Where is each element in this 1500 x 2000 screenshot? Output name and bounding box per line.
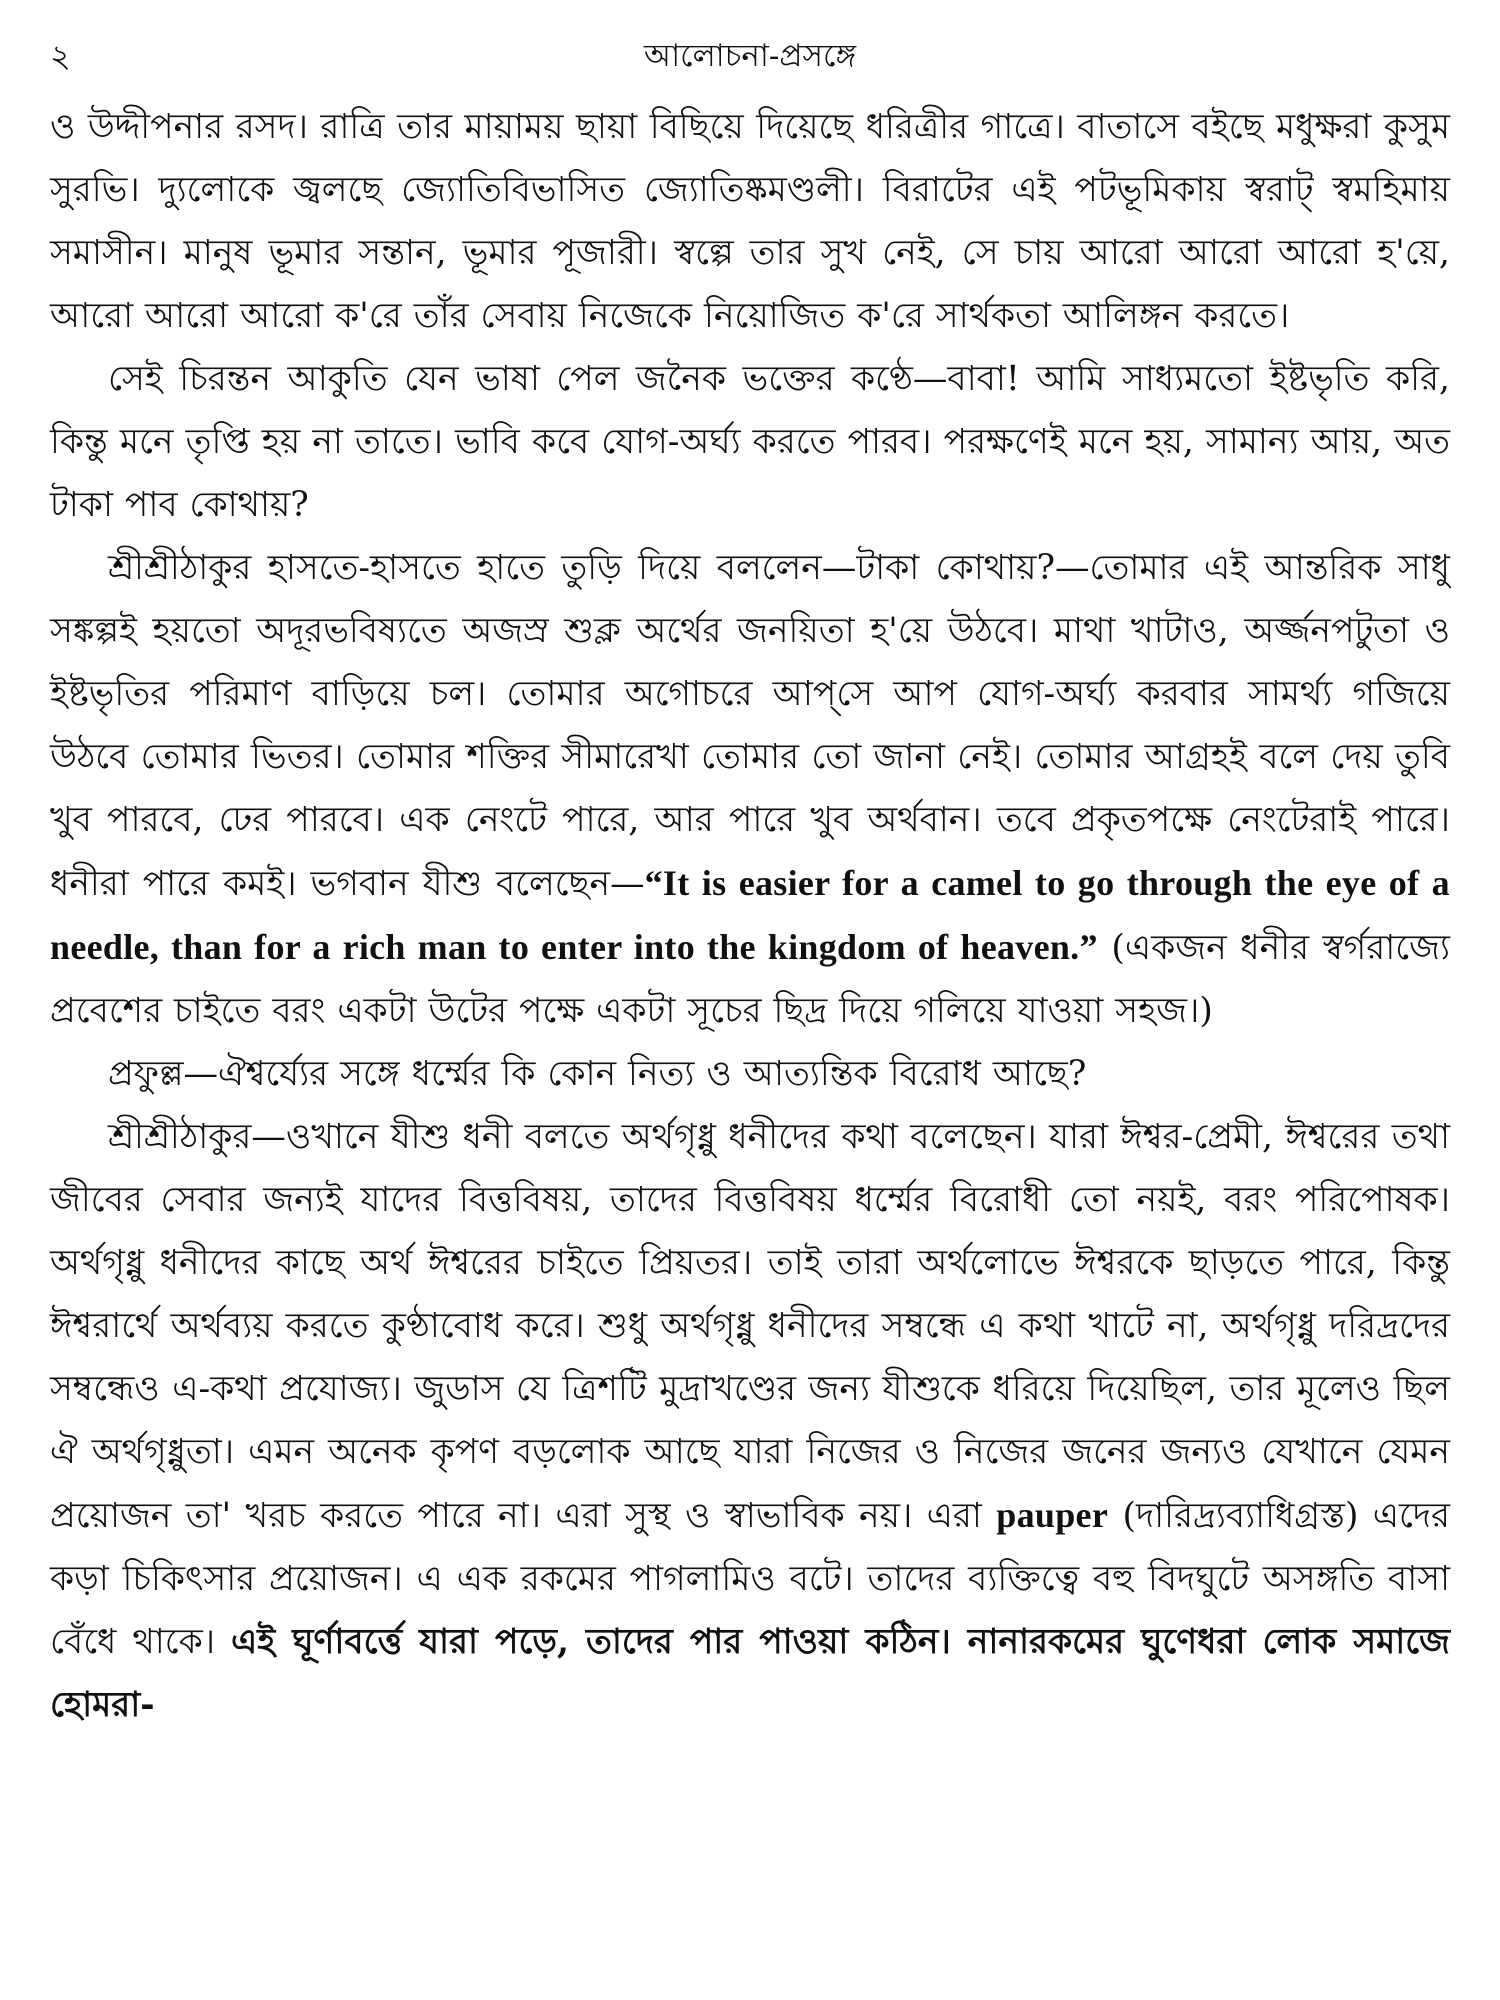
paragraph-5 — [50, 1106, 1450, 1737]
paragraph-5-text: শ্রীশ্রীঠাকুর—ওখানে যীশু ধনী বলতে অর্থগৃধ্নু ধনীদের কথা বলেছেন। যারা ঈশ্বর-প্রেমী, ঈশ্বরের তথা জীবের সেবার জন্যই যাদের বিত্তবিষয়, তাদের বিত্তবিষয় ধর্ম্মের বিরোধী তো নয়ই, বরং পরিপোষক। অর্থগৃধ্নু ধনীদের কাছে অর্থ ঈশ্বরের চাইতে প্রিয়তর। তাই তারা অর্থলোভে ঈশ্বরকে ছাড়তে পারে, কিন্তু ঈশ্বরার্থে অর্থব্যয় করতে কুণ্ঠাবোধ করে। শুধু অর্থগৃধ্নু ধনীদের সম্বন্ধে এ কথা খাটে না, অর্থগৃধ্নু দরিদ্রদের সম্বন্ধেও এ-কথা প্রযোজ্য। জুডাস যে ত্রিশটি মুদ্রাখণ্ডের জন্য যীশুকে ধরিয়ে দিয়েছিল, তার মূলেও ছিল ঐ অর্থগৃধ্নুতা। এমন অনেক কৃপণ বড়লোক আছে যারা নিজের ও নিজের জনের জন্যও যেখানে যেমন প্রয়োজন তা' খরচ করতে পারে না। এরা সুস্থ ও স্বাভাবিক নয়। এরা — [50, 1117, 1450, 1536]
paragraph-4-text: প্রফুল্ল—ঐশ্বর্য্যের সঙ্গে ধর্ম্মের কি কোন নিত্য ও আত্যন্তিক বিরোধ আছে? — [108, 1054, 1087, 1094]
paragraph-3 — [50, 537, 1450, 1043]
paragraph-4 — [50, 1043, 1450, 1106]
body-text — [50, 96, 1450, 1737]
paragraph-2 — [50, 348, 1450, 537]
paragraph-2-text: সেই চিরন্তন আকুতি যেন ভাষা পেল জনৈক ভক্তের কণ্ঠে—বাবা! আমি সাধ্যমতো ইষ্টভৃতি করি, কিন্তু মনে তৃপ্তি হয় না তাতে। ভাবি কবে যোগ-অর্ঘ্য করতে পারব। পরক্ষণেই মনে হয়, সামান্য আয়, অত টাকা পাব কোথায়? — [50, 359, 1450, 525]
paragraph-1 — [50, 96, 1450, 348]
paragraph-5-middle: (দারিদ্র্যব্যাধিগ্রস্ত) এদের কড়া চিকিৎসার প্রয়োজন। এ এক রকমের পাগলামিও বটে। তাদের ব্যক্তিত্বে বহু বিদঘুটে অসঙ্গতি বাসা বেঁধে থাকে। — [50, 1496, 1450, 1662]
running-title: আলোচনা-প্রসঙ্গে — [643, 38, 857, 74]
paragraph-3-text: শ্রীশ্রীঠাকুর হাসতে-হাসতে হাতে তুড়ি দিয়ে বললেন—টাকা কোথায়?—তোমার এই আন্তরিক সাধু সঙ্কল্পই হয়তো অদূরভবিষ্যতে অজস্র শুক্ল অর্থের জনয়িতা হ'য়ে উঠবে। মাথা খাটাও, অর্জ্জনপটুতা ও ইষ্টভৃতির পরিমাণ বাড়িয়ে চল। তোমার অগোচরে আপ্‌সে আপ যোগ-অর্ঘ্য করবার সামর্থ্য গজিয়ে উঠবে তোমার ভিতর। তোমার শক্তির সীমারেখা তোমার তো জানা নেই। তোমার আগ্রহই বলে দেয় তুবি খুব পারবে, ঢের পারবে। এক নেংটে পারে, আর পারে খুব অর্থবান। তবে প্রকৃতপক্ষে নেংটেরাই পারে। ধনীরা পারে কমই। ভগবান যীশু বলেছেন— — [50, 548, 1450, 904]
paragraph-1-text: ও উদ্দীপনার রসদ। রাত্রি তার মায়াময় ছায়া বিছিয়ে দিয়েছে ধরিত্রীর গাত্রে। বাতাসে বইছে মধুক্ষরা কুসুম সুরভি। দ্যুলোকে জ্বলছে জ্যোতিবিভাসিত জ্যোতিষ্কমণ্ডলী। বিরাটের এই পটভূমিকায় স্বরাট্ স্বমহিমায় সমাসীন। মানুষ ভূমার সন্তান, ভূমার পূজারী। স্বল্পে তার সুখ নেই, সে চায় আরো আরো আরো হ'য়ে, আরো আরো আরো ক'রে তাঁর সেবায় নিজেকে নিয়োজিত ক'রে সার্থকতা আলিঙ্গন করতে। — [50, 107, 1450, 336]
paragraph-5-bold-tail: এই ঘূর্ণাবর্ত্তে যারা পড়ে, তাদের পার পাওয়া কঠিন। নানারকমের ঘুণেধরা লোক সমাজে হোমরা- — [50, 1622, 1451, 1725]
english-quote: “It is easier for a camel to go through the eye of a needle, than for a rich man to enter into the kingdom of heaven.” — [50, 863, 1450, 967]
paragraph-3-translation: (একজন ধনীর স্বর্গরাজ্যে প্রবেশের চাইতে বরং একটা উটের পক্ষে একটা সূচের ছিদ্র দিয়ে গলিয়ে যাওয়া সহজ।) — [50, 928, 1450, 1031]
running-head — [50, 34, 1450, 92]
page-number: ২ — [50, 37, 71, 75]
latin-word: pauper — [996, 1495, 1109, 1535]
